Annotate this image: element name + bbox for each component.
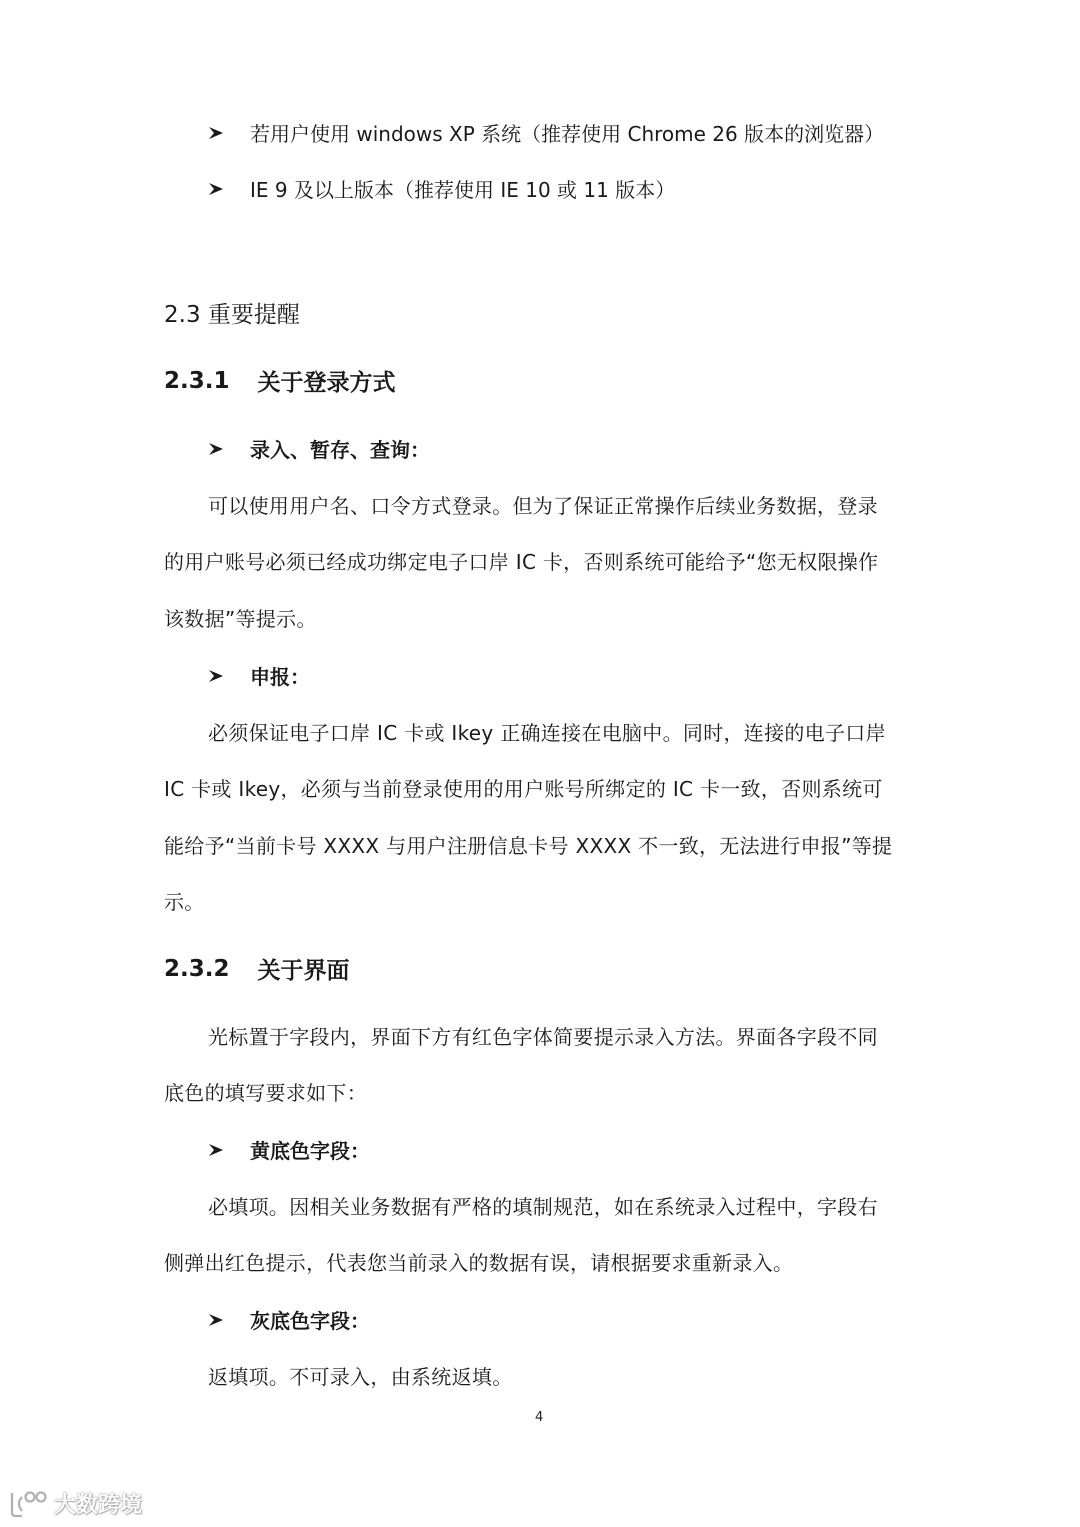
paragraph-line: 侧弹出红色提示，代表您当前录入的数据有误，请根据要求重新录入。 — [164, 1251, 794, 1275]
bullet-windows-xp — [208, 118, 884, 147]
arrowhead-bullet-icon — [208, 1142, 224, 1158]
paragraph-line: 能给予“当前卡号 XXXX 与用户注册信息卡号 XXXX 不一致，无法进行申报”等提 — [164, 834, 893, 858]
bullet-text: 录入、暂存、查询： — [250, 438, 430, 462]
arrowhead-bullet-icon — [208, 125, 224, 141]
page-number: 4 — [535, 1410, 544, 1425]
paragraph-line: 的用户账号必须已经成功绑定电子口岸 IC 卡，否则系统可能给予“您无权限操作 — [164, 550, 879, 574]
bullet-gray-field — [208, 1305, 370, 1334]
arrowhead-bullet-icon — [208, 1312, 224, 1328]
paragraph-line: 必须保证电子口岸 IC 卡或 Ikey 正确连接在电脑中。同时，连接的电子口岸 — [208, 721, 886, 745]
section-title: 关于界面 — [257, 958, 350, 984]
bullet-text: 申报： — [250, 665, 310, 689]
bullet-entry-save-query — [208, 434, 430, 463]
watermark — [8, 1488, 142, 1519]
bullet-yellow-field — [208, 1135, 370, 1164]
bullet-text: 若用户使用 windows XP 系统（推荐使用 Chrome 26 版本的浏览器） — [250, 122, 885, 146]
section-number: 2.3.1 — [164, 367, 230, 394]
arrowhead-bullet-icon — [208, 668, 224, 684]
paragraph-line: 底色的填写要求如下： — [164, 1081, 367, 1105]
arrowhead-bullet-icon — [208, 181, 224, 197]
bullet-text: IE 9 及以上版本（推荐使用 IE 10 或 11 版本） — [250, 178, 676, 202]
section-heading-2-3-1 — [164, 364, 396, 397]
section-title: 关于登录方式 — [257, 370, 396, 396]
section-number: 2.3.2 — [164, 955, 230, 982]
dashu-logo-icon — [8, 1489, 50, 1519]
paragraph-line: IC 卡或 Ikey，必须与当前登录使用的用户账号所绑定的 IC 卡一致，否则系统可 — [164, 777, 883, 801]
section-heading-2-3-2 — [164, 952, 350, 985]
bullet-ie9 — [208, 174, 675, 203]
section-heading-2-3: 2.3 重要提醒 — [164, 302, 300, 328]
watermark-text: 大数跨境 — [54, 1493, 143, 1518]
bullet-declare — [208, 661, 310, 690]
paragraph-line: 光标置于字段内，界面下方有红色字体简要提示录入方法。界面各字段不同 — [208, 1025, 878, 1049]
arrowhead-bullet-icon — [208, 441, 224, 457]
paragraph-line: 返填项。不可录入，由系统返填。 — [208, 1365, 513, 1389]
bullet-text: 黄底色字段： — [250, 1139, 370, 1163]
paragraph-line: 必填项。因相关业务数据有严格的填制规范，如在系统录入过程中，字段右 — [208, 1195, 878, 1219]
bullet-text: 灰底色字段： — [250, 1309, 370, 1333]
paragraph-line: 可以使用用户名、口令方式登录。但为了保证正常操作后续业务数据，登录 — [208, 494, 878, 518]
paragraph-line: 该数据”等提示。 — [164, 607, 317, 631]
paragraph-line: 示。 — [164, 890, 205, 914]
